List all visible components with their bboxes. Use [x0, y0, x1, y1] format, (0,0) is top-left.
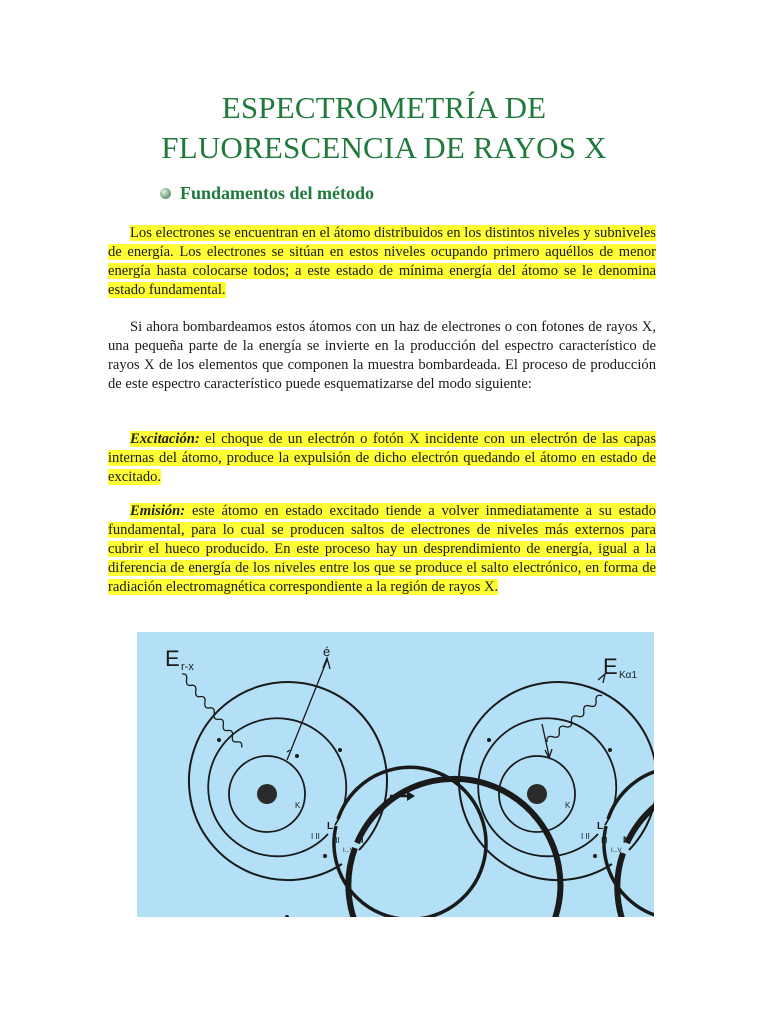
xray-fluorescence-diagram — [137, 632, 654, 917]
shell-l-label: L — [327, 821, 334, 832]
shell-l-iii-label-right: III — [601, 836, 608, 845]
shell-m-sublevels-label-right: I...V — [611, 848, 622, 854]
emission-text: este átomo en estado excitado tiende a volver inmediatamente a su estado fundamental, para lo cual se producen saltos de electrones de niveles más externos para cubrir el hueco producido. En este proceso hay un desprendimiento de energía, igual a la diferencia de energía de los niveles entre los que se produce el salto electrónico, en forma de radiación electromagnética correspondiente a la región de rayos X. — [108, 503, 656, 595]
emission-term: Emisión: — [130, 503, 186, 519]
nucleus-icon — [257, 784, 277, 804]
ejected-electron-arrow — [287, 660, 327, 760]
sphere-bullet-icon — [160, 188, 171, 199]
shell-k-label: K — [295, 801, 301, 810]
incident-photon-icon — [167, 673, 257, 748]
paragraph-ground-state-text: Los electrones se encuentran en el átomo distribuidos en los distintos niveles y subniveles de energía. Los electrones se sitúan en estos niveles ocupando primero aquéllos de menor energía hasta colocarse todos; a este estado de mínima energía del átomo se le denomina estado fundamental. — [108, 225, 656, 298]
emission-energy-label: E — [603, 654, 618, 679]
shell-m-outer — [348, 779, 560, 917]
shell-m-label: M — [356, 835, 364, 845]
shell-m-outer-right — [617, 781, 654, 917]
nucleus-right-icon — [527, 784, 547, 804]
shell-k-label-right: K — [565, 801, 571, 810]
section-heading-text: Fundamentos del método — [180, 183, 375, 203]
incident-energy-label: E — [165, 646, 180, 671]
excitation-term: Excitación: — [130, 431, 200, 447]
ejected-electron-label: é — [323, 644, 331, 659]
paragraph-ground-state — [108, 224, 656, 300]
paragraph-excitation — [108, 430, 656, 487]
title-line-1: ESPECTROMETRÍA DE — [221, 90, 547, 125]
section-heading — [160, 183, 374, 204]
shell-l-sublevels-label-right: I II — [581, 832, 590, 841]
paragraph-bombardment — [108, 318, 656, 394]
paragraph-emission — [108, 502, 656, 597]
title-line-2: FLUORESCENCIA DE RAYOS X — [161, 130, 607, 165]
shell-l-iii-label: III — [333, 836, 340, 845]
shell-m-label-right: M — [623, 835, 631, 845]
shell-l-sublevels-label: I II — [311, 832, 320, 841]
shell-m-sublevels-label: I...V — [343, 848, 354, 854]
incident-energy-sub: r-x — [181, 661, 194, 673]
excitation-text: el choque de un electrón o fotón X incidente con un electrón de las capas internas del átomo, produce la expulsión de dicho electrón quedando el átomo en estado de excitado. — [108, 431, 656, 485]
emission-energy-sub: Kα1 — [619, 670, 638, 681]
paragraph-bombardment-text: Si ahora bombardeamos estos átomos con un haz de electrones o con fotones de rayos X, una pequeña parte de la energía se invierte en la producción del espectro característico de rayos X de los elementos que componen la muestra bombardeada. El proceso de producción de este espectro característico puede esquematizarse del modo siguiente: — [108, 319, 656, 392]
shell-l-label-right: L — [597, 821, 604, 832]
page-title — [0, 88, 768, 168]
